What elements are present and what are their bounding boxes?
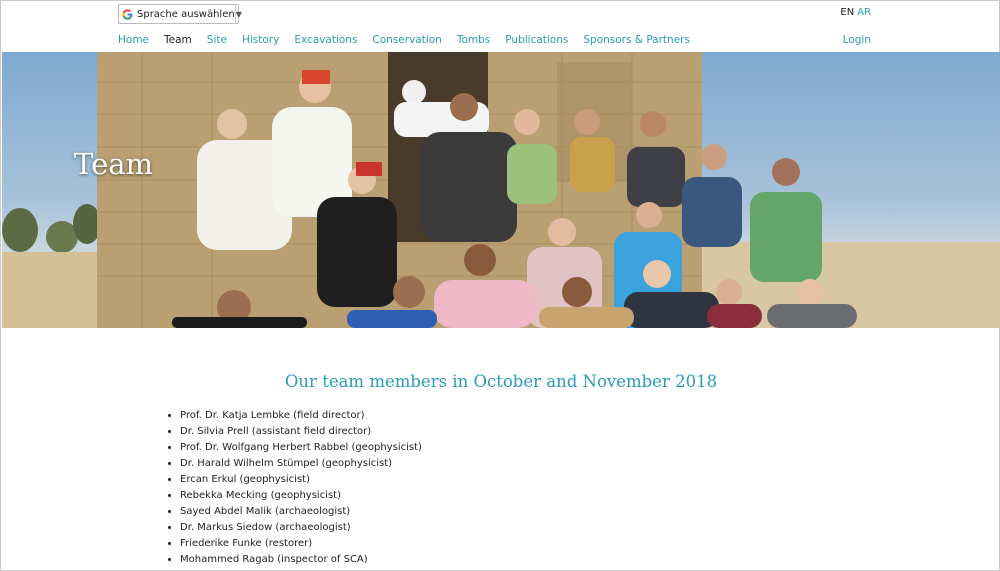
nav-item-tombs[interactable]: Tombs bbox=[456, 34, 491, 46]
section-heading: Our team members in October and November 2018 bbox=[284, 372, 718, 391]
team-photo bbox=[2, 52, 1000, 328]
language-switcher bbox=[840, 7, 871, 18]
list-item: • Dr. Markus Siedow (archaeologist) bbox=[180, 520, 422, 536]
nav-item-home[interactable]: Home bbox=[118, 34, 150, 46]
hero-banner bbox=[2, 52, 1000, 328]
nav-item-history[interactable]: History bbox=[241, 34, 280, 46]
nav-item-sponsors-partners[interactable]: Sponsors & Partners bbox=[583, 34, 690, 46]
dropdown-arrow-icon[interactable]: ▼ bbox=[235, 5, 242, 23]
page-title: Team bbox=[74, 147, 154, 181]
language-select[interactable] bbox=[118, 4, 242, 24]
list-item: • Sayed Abdel Malik (archaeologist) bbox=[180, 504, 422, 520]
nav-item-excavations[interactable]: Excavations bbox=[294, 34, 358, 46]
main-navigation bbox=[118, 34, 705, 46]
google-g-icon bbox=[122, 9, 133, 20]
list-item: • Rebekka Mecking (geophysicist) bbox=[180, 488, 422, 504]
list-item: • Dr. Silvia Prell (assistant field director) bbox=[180, 424, 422, 440]
list-item: • Ercan Erkul (geophysicist) bbox=[180, 472, 422, 488]
list-item: • Mohammed Ragab (inspector of SCA) bbox=[180, 552, 422, 568]
nav-item-site[interactable]: Site bbox=[206, 34, 227, 46]
lang-ar-link[interactable]: AR bbox=[857, 7, 871, 18]
list-item: • Friederike Funke (restorer) bbox=[180, 536, 422, 552]
language-select-label: Sprache auswählen bbox=[137, 8, 235, 20]
nav-item-conservation[interactable]: Conservation bbox=[372, 34, 442, 46]
list-item: • Prof. Dr. Wolfgang Herbert Rabbel (geophysicist) bbox=[180, 440, 422, 456]
lang-en-link[interactable]: EN bbox=[840, 7, 855, 18]
nav-item-publications[interactable]: Publications bbox=[505, 34, 569, 46]
login-link[interactable]: Login bbox=[842, 34, 871, 46]
list-item: • Prof. Dr. Katja Lembke (field director) bbox=[180, 408, 422, 424]
list-item: • Dr. Harald Wilhelm Stümpel (geophysicist) bbox=[180, 456, 422, 472]
nav-item-team[interactable]: Team bbox=[164, 34, 192, 46]
team-member-list bbox=[164, 408, 422, 568]
